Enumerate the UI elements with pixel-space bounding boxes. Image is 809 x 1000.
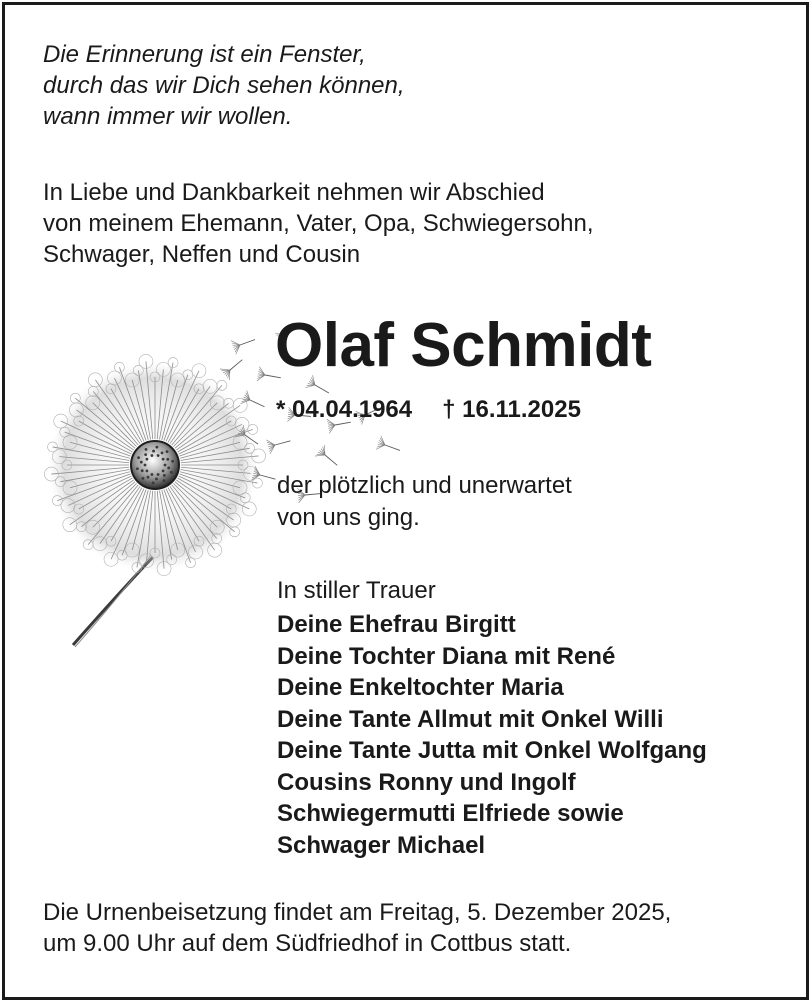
seed-dot: [146, 458, 149, 461]
seed-dot: [151, 454, 154, 457]
drifting-seed: [376, 436, 403, 457]
mourner-entry: Deine Tante Jutta mit Onkel Wolfgang: [277, 737, 707, 764]
passing-note: [277, 470, 572, 534]
quote-line: durch das wir Dich sehen können,: [43, 72, 405, 99]
mourner-entry: Deine Tante Allmut mit Onkel Willi: [277, 705, 664, 733]
seed-dot: [163, 479, 166, 482]
mourner-entry: Deine Enkeltochter Maria: [277, 674, 564, 701]
mourner-entry: Schwiegermutti Elfriede sowie: [277, 800, 624, 827]
seed-dot: [147, 476, 150, 479]
seed-dot: [137, 456, 140, 459]
burial-line: um 9.00 Uhr auf dem Südfriedhof in Cottbus statt.: [43, 930, 572, 957]
seed-dot: [167, 467, 170, 470]
seed-dot: [157, 473, 160, 476]
seed-dot: [155, 478, 158, 481]
intro-line: von meinem Ehemann, Vater, Opa, Schwiegersohn,: [43, 210, 594, 237]
mourner-entry: Cousins Ronny und Ingolf: [277, 768, 576, 796]
seed-dot: [166, 458, 169, 461]
intro-line: In Liebe und Dankbarkeit nehmen wir Abschied: [43, 179, 545, 206]
seed-dot: [162, 458, 165, 461]
seed-dot: [144, 453, 147, 456]
farewell-intro: [43, 177, 594, 270]
note-line: von uns ging.: [277, 504, 420, 531]
death-date: † 16.11.2025: [442, 396, 581, 423]
memorial-quote: [43, 39, 405, 132]
seed-dot: [161, 451, 164, 454]
seed-dot: [166, 450, 169, 453]
seed-dot: [162, 469, 165, 472]
drifting-seed: [266, 434, 292, 454]
seed-dot: [152, 482, 155, 485]
intro-line: Schwager, Neffen und Cousin: [43, 241, 361, 268]
note-line: der plötzlich und unerwartet: [277, 472, 572, 499]
mourner-entry: Deine Ehefrau Birgitt: [277, 611, 516, 638]
mourner-entry: Deine Tochter Diana mit René: [277, 642, 616, 670]
seed-dot: [146, 469, 149, 472]
drifting-seed: [231, 333, 258, 354]
deceased-name: Olaf Schmidt: [275, 311, 652, 380]
quote-line: Die Erinnerung ist ein Fenster,: [43, 41, 366, 68]
seed-dot: [145, 448, 148, 451]
seed-dot: [171, 460, 174, 463]
drifting-seed: [220, 354, 247, 380]
seed-dot: [151, 473, 154, 476]
life-dates: [276, 396, 581, 424]
quote-line: wann immer wir wollen.: [43, 103, 293, 130]
seed-dot: [141, 469, 144, 472]
seed-dot: [157, 454, 160, 457]
mourner-entry: Schwager Michael: [277, 831, 486, 859]
seed-dot: [142, 477, 145, 480]
drifting-seed: [241, 391, 268, 414]
mourner-list: [277, 609, 707, 861]
birth-date: * 04.04.1964: [276, 396, 413, 423]
burial-line: Die Urnenbeisetzung findet am Freitag, 5. Dezember 2025,: [43, 899, 672, 926]
seed-dot: [155, 446, 158, 449]
seed-dot: [136, 467, 139, 470]
obituary-notice: [2, 2, 809, 1000]
seed-dot: [164, 464, 167, 467]
seed-dot: [170, 471, 173, 474]
drifting-seed: [315, 445, 342, 471]
mourning-label: In stiller Trauer: [277, 577, 436, 604]
burial-notice: [43, 897, 671, 959]
seed-dot: [163, 474, 166, 477]
seed-dot: [152, 450, 155, 453]
seed-dot: [144, 464, 147, 467]
seed-dot: [140, 461, 143, 464]
